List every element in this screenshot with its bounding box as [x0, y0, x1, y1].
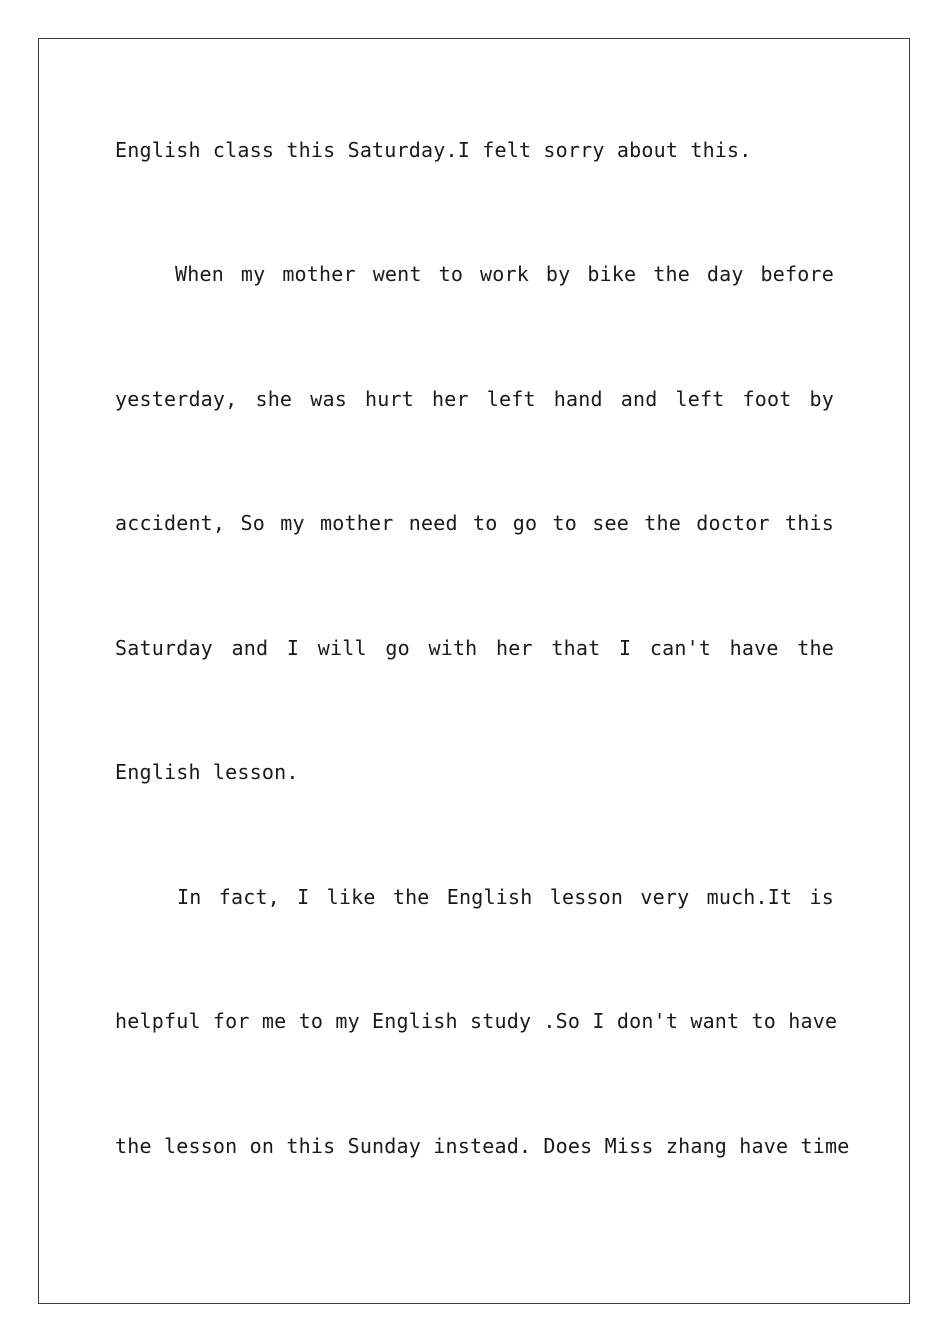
text-line-2: When my mother went to work by bike the day before [175, 262, 834, 286]
text-line-6: English lesson. [115, 760, 299, 784]
text-line-1: English class this Saturday.I felt sorry about this. [115, 138, 752, 162]
text-line-9: the lesson on this Sunday instead. Does Miss zhang have time [115, 1134, 850, 1158]
text-line-5: Saturday and I will go with her that I can't have the [115, 636, 834, 660]
text-line-8: helpful for me to my English study .So I don't want to have [115, 1009, 838, 1033]
text-line-4: accident, So my mother need to go to see the doctor this [115, 511, 834, 535]
text-line-3: yesterday, she was hurt her left hand and left foot by [115, 387, 834, 411]
text-line-7: In fact, I like the English lesson very much.It is [177, 885, 834, 909]
page-border [38, 38, 910, 1304]
